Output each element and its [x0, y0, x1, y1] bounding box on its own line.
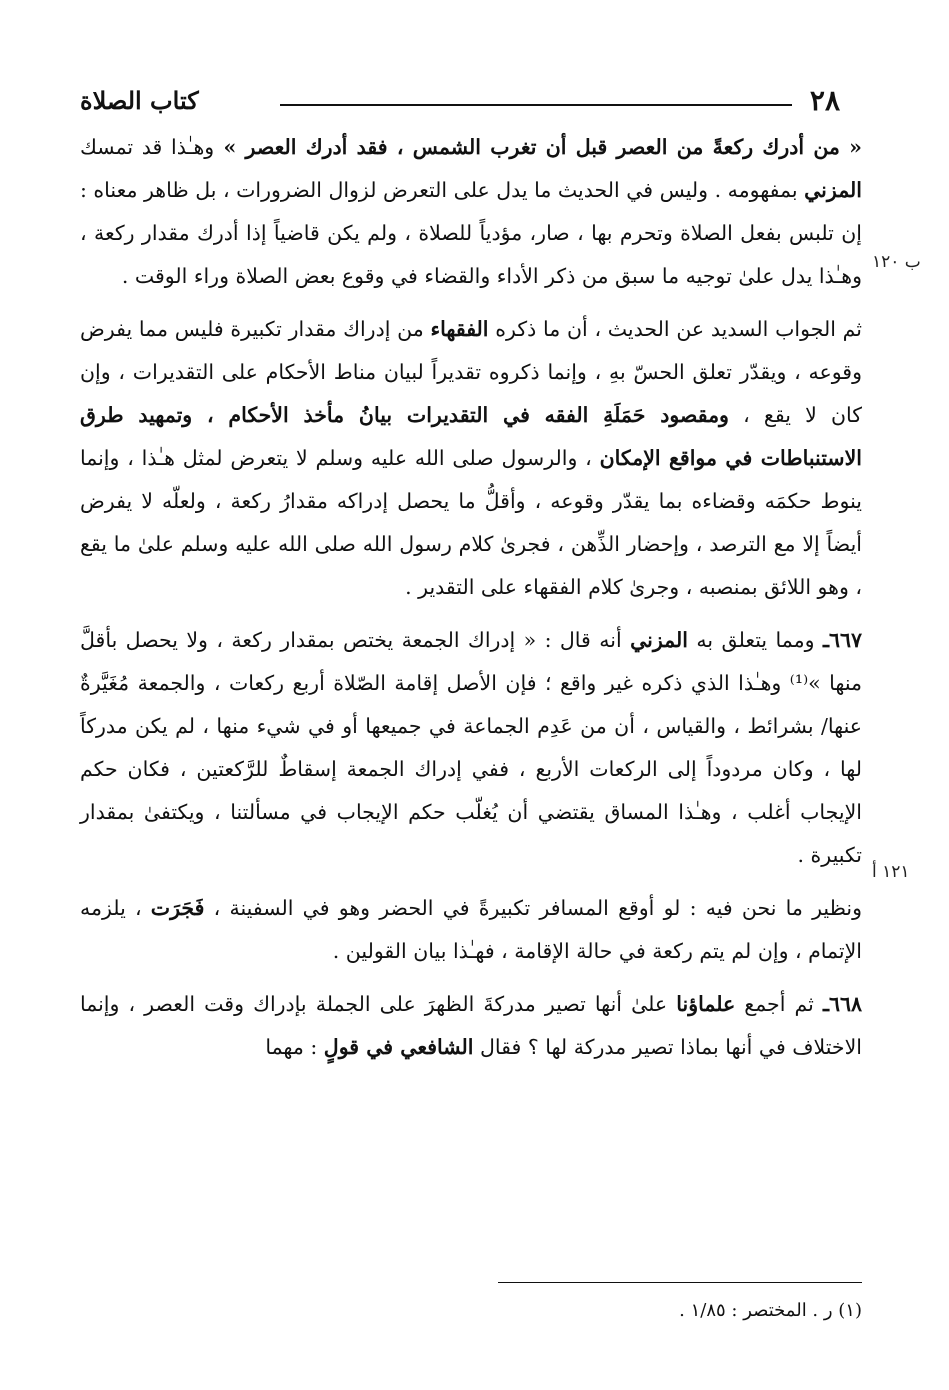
text-run: أنه قال : « إدراك الجمعة يختص بمقدار ركعة ، ولا يحصل بأقلَّ منها »⁽¹⁾ وهـٰذا الذي ذكره غير واقع ؛ فإن الأصل إقامة الصّلاة أربع ركعات ، والجمعة مُغَيَّرةٌ عنها/ بشرائط ، والقياس ، أن من عَدِم الجماعة في جميعها أو في شيء منها ، لم يكن مدركاً لها ، وكان مردوداً إلى الركعات الأربع ، ففي إدراك الجمعة إسقاطٌ للرَّكعتين ، فكان حكم الإيجاب أغلب ، وهـٰذا المساق يقتضي أن يُغلّب حكم الإيجاب في مسألتنا ، ويكتفىٰ بمقدار تكبيرة . [80, 628, 862, 867]
bold-text-run: الشافعي في قولٍ [323, 1035, 474, 1059]
margin-folio-note: ١٢١ أ [872, 862, 910, 882]
bold-text-run: ومقصود حَمَلَةِ الفقه في التقديرات بيانُ مأخذ الأحكام ، وتمهيد طرق الاستنباطات في مواقع الإمكان [80, 403, 862, 470]
paragraph [80, 887, 862, 973]
bold-text-run: الفقهاء [430, 317, 489, 341]
margin-folio-note: ب ١٢٠ [872, 252, 921, 272]
body-text [80, 126, 862, 1069]
text-run: ، يلزمه الإتمام ، وإن لم يتم ركعة في حالة الإقامة ، فهـٰذا بيان القولين . [80, 896, 862, 963]
text-run: علىٰ أنها تصير مدركةَ الظهرَ على الجملة بإدراك وقت العصر ، وإنما الاختلاف في أنها بماذا تصير مدركة لها ؟ فقال [80, 992, 862, 1059]
bold-text-run: فَجَرَت [150, 896, 205, 920]
bold-text-run: المزني [630, 628, 688, 652]
text-run: ومما يتعلق به [687, 628, 823, 652]
page-header [80, 82, 840, 122]
bold-text-run: « من أدرك ركعةً من العصر قبل أن تغرب الشمس ، فقد أدرك العصر » [214, 135, 862, 159]
paragraph [80, 619, 862, 877]
bold-text-run: ٦٦٨ـ [822, 992, 862, 1016]
text-run: : مهما [265, 1035, 324, 1059]
text-run: بمفهومه . وليس في الحديث ما يدل على التعرض لزوال الضرورات ، بل ظاهر معناه : إن تلبس بفعل الصلاة وتحرم بها ، صار، مؤدياً للصلاة ، ولم يكن قاضياً إذا أدرك مقدار ركعة ، وهـٰذا يدل علىٰ توجيه ما سبق من ذكر الأداء والقضاء في وقوع بعض الصلاة وراء الوقت . [80, 178, 862, 288]
text-run: ونظير ما نحن فيه : لو أوقع المسافر تكبيرةً في الحضر وهو في السفينة ، [204, 896, 862, 920]
paragraph [80, 126, 862, 298]
text-run: وهـٰذا قد تمسك [80, 135, 215, 159]
header-rule [280, 104, 792, 106]
text-run: ثم أجمع [735, 992, 823, 1016]
paragraph [80, 983, 862, 1069]
footnote-rule [498, 1282, 862, 1283]
text-run: ثم الجواب السديد عن الحديث ، أن ما ذكره [488, 317, 862, 341]
bold-text-run: المزني [804, 178, 862, 202]
bold-text-run: علماؤنا [676, 992, 736, 1016]
bold-text-run: ٦٦٧ـ [822, 628, 862, 652]
text-run: من إدراك مقدار تكبيرة فليس مما يفرض وقوعه ، ويقدّر تعلق الحسّ بهِ ، وإنما ذكروه تقديراً لبيان مناط الأحكام على التقديرات ، وإن كان لا يقع ، [80, 317, 863, 427]
paragraph [80, 308, 862, 609]
book-title: كتاب الصلاة [80, 86, 199, 115]
page-number: ٢٨ [809, 84, 840, 117]
text-run: ، والرسول صلى الله عليه وسلم لا يتعرض لمثل هـٰذا ، وإنما ينوط حكمَه وقضاءه بما يقدّر وقوعه ، وأقلُّ ما يحصل إدراكه مقدارُ ركعة ، ولعلّه لا يفرض أيضاً إلا مع الترصد ، وإحضار الذِّهن ، فجرىٰ كلام رسول الله صلى الله عليه وسلم علىٰ ما يقع ، وهو اللائق بمنصبه ، وجرىٰ كلام الفقهاء على التقدير . [80, 446, 862, 599]
footnote: (١) ر . المختصر : ١/٨٥ . [679, 1300, 862, 1321]
